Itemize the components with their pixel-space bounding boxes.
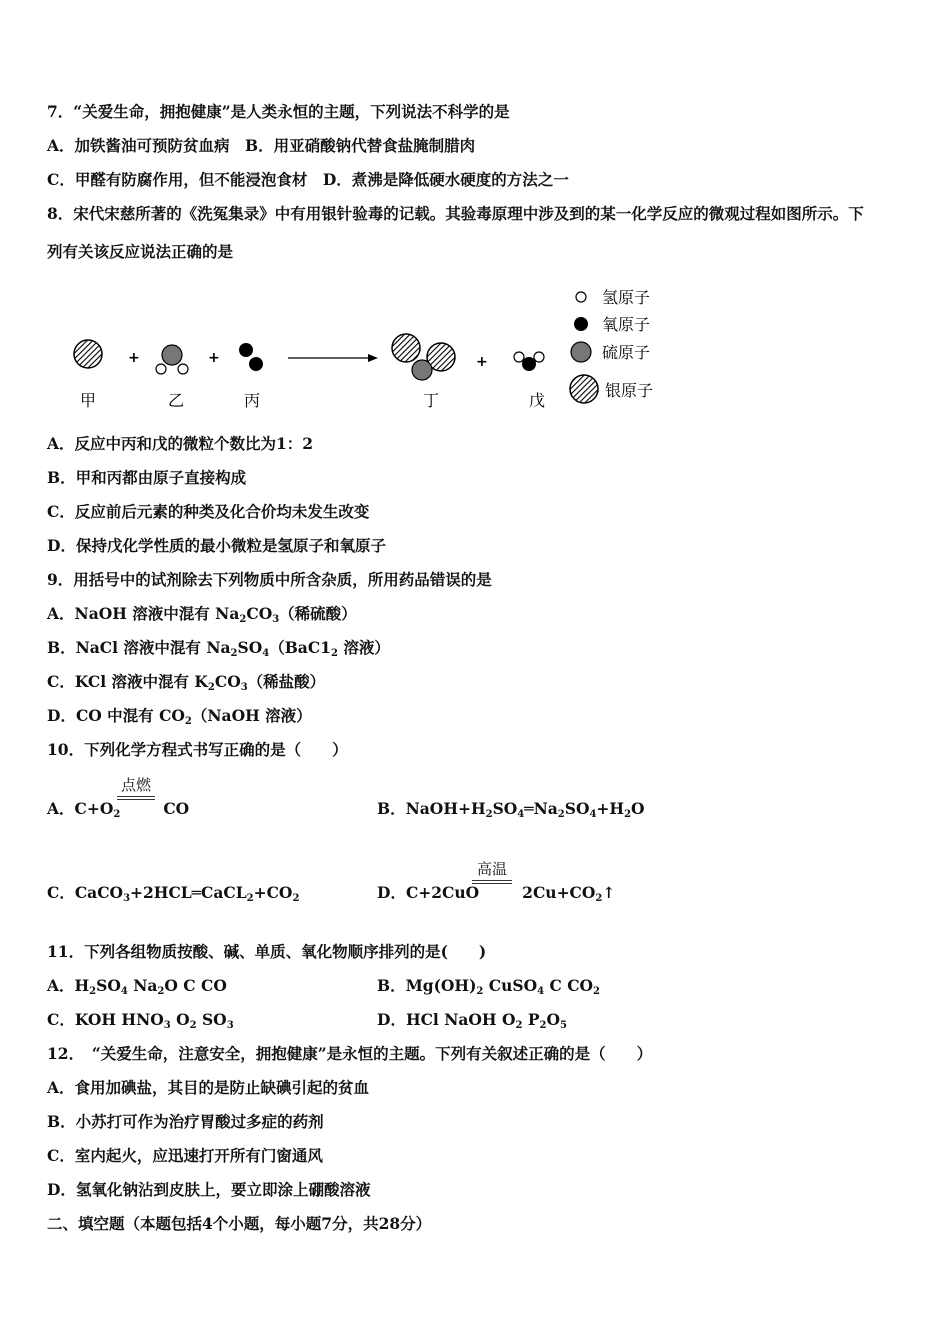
q10-option-c: C．$CaCO_3+2HCL═CaCL_2+CO_2$ xyxy=(47,883,300,904)
q7-options-ab: A．加铁酱油可预防贫血病 B．用亚硝酸钠代替食盐腌制腊肉 xyxy=(47,136,476,155)
molecule-yi xyxy=(156,345,188,374)
q9-option-b: B．NaCl 溶液中混有 $Na_2SO_4(BaC1_2$ 溶液） xyxy=(47,638,390,659)
label-yi: 乙 xyxy=(167,391,185,410)
q10-option-a: A．$C+O_2$ CO xyxy=(47,799,190,820)
q12-option-a: A．食用加碘盐，其目的是防止缺碘引起的贫血 xyxy=(47,1078,370,1097)
q9-stem: 9．用括号中的试剂除去下列物质中所含杂质，所用药品错误的是 xyxy=(47,570,492,589)
q8-option-b: B．甲和丙都由原子直接构成 xyxy=(47,468,247,487)
plus-3: + xyxy=(476,354,488,370)
q9-option-d: D．CO 中混有 $CO_2(NaOH$ 溶液） xyxy=(47,706,312,727)
q10-stem: 10．下列化学方程式书写正确的是（ ） xyxy=(47,740,348,759)
q12-option-b: B．小苏打可作为治疗胃酸过多症的药剂 xyxy=(47,1112,324,1131)
legend-sulfur: 硫原子 xyxy=(602,343,651,362)
plus-1: + xyxy=(128,350,140,366)
plus-2: + xyxy=(208,350,220,366)
molecule-wu xyxy=(514,352,544,371)
q11-stem: 11．下列各组物质按酸、碱、单质、氧化物顺序排列的是( ) xyxy=(47,942,487,961)
label-jia: 甲 xyxy=(79,391,97,410)
q8-option-d: D．保持戊化学性质的最小微粒是氢原子和氧原子 xyxy=(47,536,386,555)
q10-option-b: B．$NaOH+H_2SO_4═Na_2SO_4+H_2O$ xyxy=(377,799,645,820)
legend xyxy=(570,288,653,403)
q11-option-b: B．$Mg(OH)_2$ CuSO$_4$ C $CO_2$ xyxy=(377,976,600,997)
molecule-ding xyxy=(392,334,455,380)
label-ding: 丁 xyxy=(422,391,440,410)
molecule-jia xyxy=(74,340,102,368)
molecule-bing xyxy=(239,343,263,371)
q12-stem: 12． “关爱生命，注意安全，拥抱健康”是永恒的主题。下列有关叙述正确的是（ ） xyxy=(47,1044,653,1063)
section-2-heading: 二、填空题（本题包括4个小题，每小题7分，共28分） xyxy=(47,1214,432,1233)
q8-option-a: A．反应中丙和戊的微粒个数比为1：2 xyxy=(47,434,314,453)
legend-oxygen: 氧原子 xyxy=(602,315,651,334)
q8-stem-line2: 列有关该反应说法正确的是 xyxy=(47,242,234,261)
q9-option-a: A．NaOH 溶液中混有 $Na_2CO_3$（稀硫酸） xyxy=(47,604,357,625)
label-wu: 戊 xyxy=(528,391,546,410)
q7-options-cd: C．甲醛有防腐作用，但不能浸泡食材 D．煮沸是降低硬水硬度的方法之一 xyxy=(47,170,569,189)
reaction-diagram xyxy=(60,282,680,417)
label-bing: 丙 xyxy=(243,391,261,410)
q10-d-condition: 高温 xyxy=(472,858,512,884)
q9-option-c: C．KCl 溶液中混有 $K_2CO_3$（稀盐酸） xyxy=(47,672,326,693)
q12-option-c: C．室内起火，应迅速打开所有门窗通风 xyxy=(47,1146,323,1165)
q11-option-d: D．HCl NaOH $O_2$ $P_2O_5$ xyxy=(377,1010,567,1031)
q8-option-c: C．反应前后元素的种类及化合价均未发生改变 xyxy=(47,502,370,521)
q12-option-d: D．氢氧化钠沾到皮肤上，要立即涂上硼酸溶液 xyxy=(47,1180,371,1199)
q10-a-condition: 点燃 xyxy=(117,774,155,800)
reaction-arrow xyxy=(288,354,378,362)
q11-option-c: C．KOH $HNO_3$ $O_2$ $SO_3$ xyxy=(47,1010,234,1031)
q7-stem: 7．“关爱生命，拥抱健康”是人类永恒的主题，下列说法不科学的是 xyxy=(47,102,510,121)
q11-option-a: A．$H_2SO_4$ $Na_2O$ C CO xyxy=(47,976,227,997)
q8-stem-line1: 8．宋代宋慈所著的《洗冤集录》中有用银针验毒的记载。其验毒原理中涉及到的某一化学反应的微观过程如图所示。下 xyxy=(47,204,864,223)
legend-hydrogen: 氢原子 xyxy=(602,288,651,307)
legend-silver: 银原子 xyxy=(605,381,654,400)
q10-option-d: D．C+2CuO $2Cu+CO_2↑$ xyxy=(377,883,616,904)
